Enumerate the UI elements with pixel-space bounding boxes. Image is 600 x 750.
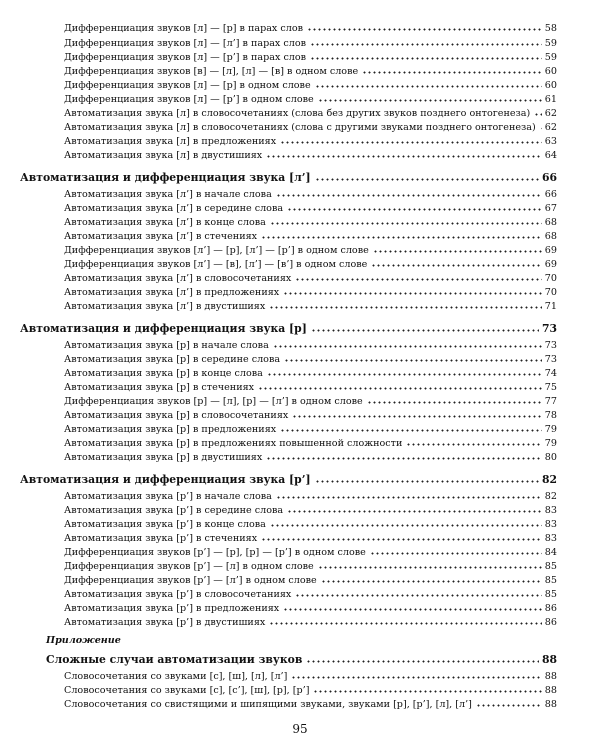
toc-entry-text: Автоматизация звука [л’] в стечениях (64, 231, 258, 242)
toc-entry (64, 574, 557, 586)
toc-entry-text: Автоматизация звука [р] в словосочетаниях (64, 410, 289, 421)
toc-entry-text: Автоматизация звука [л] в словосочетаниях (слова с другими звуками позднего онтогенеза) (64, 122, 536, 133)
leader-dots (310, 51, 542, 60)
toc-entry-page: 88 (544, 671, 557, 682)
toc-entry (64, 107, 557, 119)
toc-entry-page: 66 (544, 189, 557, 200)
toc-entry (64, 546, 557, 558)
toc-entry-page: 62 (544, 108, 557, 119)
leader-dots (287, 202, 542, 211)
toc-entry (64, 490, 557, 502)
toc-entry-text: Автоматизация звука [р’] в начале слова (64, 491, 272, 502)
leader-dots (321, 574, 542, 583)
toc-entry-page: 86 (544, 617, 557, 628)
toc-entry-page: 79 (544, 438, 557, 449)
toc-entry (64, 244, 557, 256)
toc-entry-text: Автоматизация звука [л] в словосочетаниях (слова без других звуков позднего онтогенеза) (64, 108, 531, 119)
toc-entry-text: Автоматизация звука [р] в конце слова (64, 368, 263, 379)
toc-entry-text: Дифференциация звуков [л’] — [в], [л’] — [в’] в одном слове (64, 259, 368, 270)
toc-entry-page: 63 (544, 136, 557, 147)
toc-entry-page: 79 (544, 424, 557, 435)
toc-entry-text: Словосочетания со звуками [с], [с’], [ш], [р], [р’] (64, 685, 310, 696)
leader-dots (362, 65, 542, 74)
leader-dots (373, 244, 542, 253)
toc-entry-page: 70 (544, 273, 557, 284)
toc-entry-page: 86 (544, 603, 557, 614)
leader-dots (295, 588, 541, 597)
toc-entry (64, 423, 557, 435)
leader-dots (318, 93, 542, 102)
toc-entry-page: 60 (544, 66, 557, 77)
section-page: 66 (541, 171, 557, 184)
toc-entry-page: 74 (544, 368, 557, 379)
toc-section-heading (20, 170, 557, 184)
leader-dots (270, 216, 542, 225)
appendix-page: 88 (541, 653, 557, 666)
leader-dots (476, 698, 542, 707)
leader-dots (283, 286, 542, 295)
toc-entry (64, 588, 557, 600)
toc-entry (64, 395, 557, 407)
leader-dots (261, 532, 542, 541)
toc-entry-text: Дифференциация звуков [р’] — [р], [р] — [р’] в одном слове (64, 547, 366, 558)
toc-entry (64, 684, 557, 696)
leader-dots (295, 272, 541, 281)
section-title: Автоматизация и дифференциация звука [р] (20, 322, 307, 335)
leader-dots (283, 602, 542, 611)
toc-entry-text: Автоматизация звука [р’] в стечениях (64, 533, 258, 544)
leader-dots (313, 684, 541, 693)
section-page: 73 (541, 322, 557, 335)
toc-entry-text: Дифференциация звуков [р] — [л], [р] — [л’] в одном слове (64, 396, 363, 407)
toc-entry-page: 77 (544, 396, 557, 407)
toc-entry-page: 60 (544, 80, 557, 91)
toc-entry-text: Дифференциация звуков [р’] — [л’] в одном слове (64, 575, 317, 586)
toc-entry (64, 79, 557, 91)
leader-dots (269, 300, 542, 309)
leader-dots (276, 490, 542, 499)
toc-entry-page: 78 (544, 410, 557, 421)
toc-section-heading (20, 321, 557, 335)
toc-entry-text: Дифференциация звуков [в] — [л], [л] — [в] в одном слове (64, 66, 359, 77)
toc-entry-page: 64 (544, 150, 557, 161)
toc-entry (64, 409, 557, 421)
toc-entry-text: Автоматизация звука [р’] в середине слова (64, 505, 284, 516)
leader-dots (258, 381, 542, 390)
toc-entry (64, 37, 557, 49)
toc-entry-page: 59 (544, 52, 557, 63)
leader-dots (306, 654, 539, 663)
leader-dots (540, 121, 542, 130)
toc-entry (64, 202, 557, 214)
toc-entry (64, 670, 557, 682)
toc-entry-text: Автоматизация звука [р] в середине слова (64, 354, 281, 365)
leader-dots (276, 188, 542, 197)
leader-dots (367, 395, 542, 404)
toc-entry (64, 188, 557, 200)
toc-entry-page: 82 (544, 491, 557, 502)
toc-entry-page: 85 (544, 561, 557, 572)
toc-entry (64, 451, 557, 463)
toc-entry (64, 339, 557, 351)
toc-entry-page: 85 (544, 589, 557, 600)
toc-entry-page: 88 (544, 685, 557, 696)
toc-entry (64, 51, 557, 63)
toc-entry (64, 381, 557, 393)
toc-entry-page: 83 (544, 519, 557, 530)
leader-dots (311, 323, 539, 332)
toc-entry-page: 61 (544, 94, 557, 105)
toc-entry-text: Автоматизация звука [р’] в двустишиях (64, 617, 266, 628)
toc-entry-text: Дифференциация звуков [р’] — [л] в одном слове (64, 561, 314, 572)
toc-entry-text: Автоматизация звука [р’] в предложениях (64, 603, 280, 614)
leader-dots (287, 504, 542, 513)
toc-entry-text: Автоматизация звука [л’] в начале слова (64, 189, 272, 200)
toc-entry (64, 560, 557, 572)
toc-entry-page: 67 (544, 203, 557, 214)
toc-entry-text: Автоматизация звука [л’] в словосочетаниях (64, 273, 292, 284)
toc-entry-text: Автоматизация звука [л’] в середине слова (64, 203, 284, 214)
leader-dots (280, 423, 542, 432)
leader-dots (318, 560, 542, 569)
toc-entry-page: 73 (544, 340, 557, 351)
leader-dots (310, 37, 542, 46)
toc-entry (64, 22, 557, 34)
toc-entry (64, 518, 557, 530)
toc-entry-text: Дифференциация звуков [л’] — [р], [л’] — [р’] в одном слове (64, 245, 369, 256)
leader-dots (280, 135, 542, 144)
page-number: 95 (292, 722, 308, 736)
toc-entry (64, 216, 557, 228)
toc-entry (64, 602, 557, 614)
toc-entry-page: 70 (544, 287, 557, 298)
toc-entry (64, 93, 557, 105)
toc-entry-page: 83 (544, 533, 557, 544)
leader-dots (370, 546, 542, 555)
toc-entry-text: Автоматизация звука [р’] в конце слова (64, 519, 266, 530)
leader-dots (269, 616, 542, 625)
toc-entry-page: 69 (544, 259, 557, 270)
toc-entry-page: 71 (544, 301, 557, 312)
toc-entry-page: 68 (544, 231, 557, 242)
appendix-title: Сложные случаи автоматизации звуков (46, 653, 303, 666)
toc-entry (64, 149, 557, 161)
leader-dots (315, 79, 542, 88)
leader-dots (307, 22, 542, 31)
toc-entry (64, 272, 557, 284)
leader-dots (266, 451, 542, 460)
leader-dots (266, 149, 542, 158)
toc-entry-text: Автоматизация звука [л] в предложениях (64, 136, 277, 147)
appendix-heading (46, 652, 557, 666)
toc-entry (64, 437, 557, 449)
toc-entry-page: 73 (544, 354, 557, 365)
toc-entry-text: Дифференциация звуков [л] — [л’] в парах слов (64, 38, 307, 49)
toc-entry-text: Дифференциация звуков [л] — [р’] в парах слов (64, 52, 307, 63)
toc-entry (64, 135, 557, 147)
toc-entry-page: 84 (544, 547, 557, 558)
leader-dots (292, 409, 541, 418)
leader-dots (315, 474, 539, 483)
toc-entry (64, 300, 557, 312)
toc-entry-page: 62 (544, 122, 557, 133)
toc-entry-page: 85 (544, 575, 557, 586)
toc-entry-text: Автоматизация звука [р] в предложениях повышенной сложности (64, 438, 403, 449)
leader-dots (273, 339, 542, 348)
toc-entry-text: Автоматизация звука [л’] в предложениях (64, 287, 280, 298)
toc-entry-text: Автоматизация звука [р] в начале слова (64, 340, 269, 351)
toc-entry-page: 59 (544, 38, 557, 49)
toc-entry-page: 69 (544, 245, 557, 256)
appendix-label: Приложение (46, 635, 121, 646)
leader-dots (261, 230, 542, 239)
toc-entry (64, 121, 557, 133)
toc-entry (64, 286, 557, 298)
toc-entry (64, 258, 557, 270)
leader-dots (284, 353, 542, 362)
toc-section-heading (20, 472, 557, 486)
toc-entry (64, 65, 557, 77)
leader-dots (406, 437, 541, 446)
toc-entry (64, 532, 557, 544)
toc-entry-text: Автоматизация звука [л’] в конце слова (64, 217, 266, 228)
leader-dots (291, 670, 541, 679)
toc-entry-page: 58 (544, 23, 557, 34)
toc-entry-page: 75 (544, 382, 557, 393)
leader-dots (267, 367, 542, 376)
toc-entry-text: Дифференциация звуков [л] — [р] в одном слове (64, 80, 311, 91)
toc-entry (64, 367, 557, 379)
toc-entry-text: Автоматизация звука [р] в предложениях (64, 424, 277, 435)
toc-entry (64, 504, 557, 516)
toc-entry-text: Дифференциация звуков [л] — [р] в парах слов (64, 23, 304, 34)
toc-entry-page: 88 (544, 699, 557, 710)
toc-entry-page: 80 (544, 452, 557, 463)
leader-dots (534, 107, 542, 116)
toc-entry-text: Словосочетания со свистящими и шипящими звуками, звуками [р], [р’], [л], [л’] (64, 699, 472, 710)
toc-entry-text: Автоматизация звука [р] в стечениях (64, 382, 255, 393)
leader-dots (315, 172, 539, 181)
toc-entry (64, 353, 557, 365)
toc-entry-text: Словосочетания со звуками [с], [ш], [л], [л’] (64, 671, 288, 682)
toc-entry (64, 230, 557, 242)
toc-entry-text: Автоматизация звука [л] в двустишиях (64, 150, 263, 161)
leader-dots (270, 518, 542, 527)
section-title: Автоматизация и дифференциация звука [р’] (20, 473, 311, 486)
toc-entry-text: Автоматизация звука [р’] в словосочетаниях (64, 589, 292, 600)
toc-entry-page: 83 (544, 505, 557, 516)
toc-entry (64, 616, 557, 628)
leader-dots (371, 258, 541, 267)
section-title: Автоматизация и дифференциация звука [л’] (20, 171, 311, 184)
toc-entry (64, 698, 557, 710)
toc-entry-text: Автоматизация звука [л’] в двустишиях (64, 301, 266, 312)
toc-entry-page: 68 (544, 217, 557, 228)
toc-entry-text: Автоматизация звука [р] в двустишиях (64, 452, 263, 463)
section-page: 82 (541, 473, 557, 486)
toc-entry-text: Дифференциация звуков [л] — [р’] в одном слове (64, 94, 314, 105)
